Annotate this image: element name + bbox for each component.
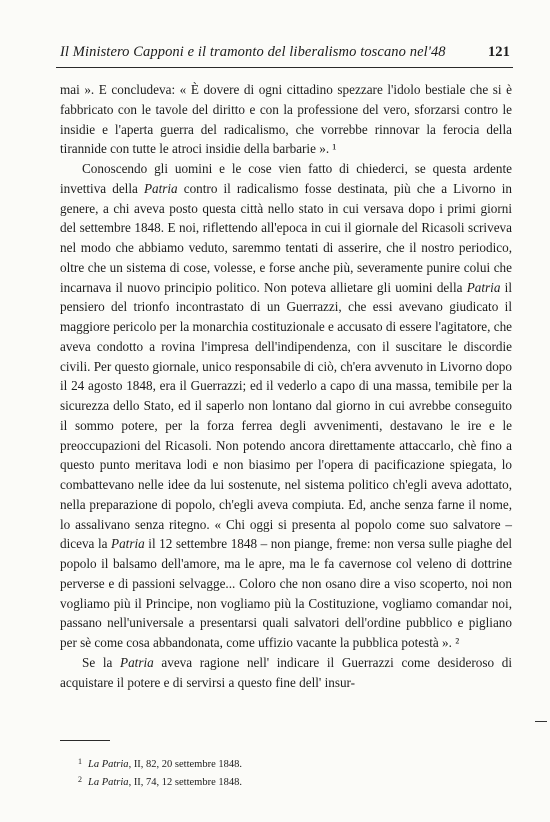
footnote-journal: La Patria (88, 759, 129, 770)
running-header (60, 44, 510, 64)
footnote-ref: , II, 74, 12 settembre 1848. (128, 777, 242, 788)
footnote-rule (60, 740, 110, 741)
footnote-ref: , II, 82, 20 settembre 1848. (128, 759, 242, 770)
page-number: 121 (487, 44, 510, 60)
footnote-journal: La Patria (88, 777, 129, 788)
main-text (60, 80, 512, 692)
paragraph-3: Se la Patria aveva ragione nell' indicare il Guerrazzi come desideroso di acquistare il potere e di servirsi a questo fine dell' insur- (60, 654, 512, 690)
header-rule (56, 67, 513, 68)
journal-name: Patria (120, 654, 154, 670)
running-title: Il Ministero Capponi e il tramonto del liberalismo toscano nel'48 (60, 44, 446, 60)
journal-name: Patria (466, 279, 501, 295)
footnote-mark: 2 (78, 775, 82, 784)
footnote-1 (78, 754, 498, 772)
journal-name: Patria (111, 536, 145, 552)
paragraph-1: mai ». E concludeva: « È dovere di ogni cittadino spezzare l'idolo bestiale che si è fabbricato con le tavole del diritto e con la professione del vero, sforzarsi contro le insidie e l'aperta guerra del radicalismo, che vorrebbe rinnovar la ferocia della tirannide con tutte le atroci insidie della barbarie ». ¹ (60, 82, 512, 157)
footnote-2 (78, 772, 498, 790)
footnotes (78, 754, 498, 790)
margin-mark (535, 721, 547, 722)
footnote-mark: 1 (78, 757, 82, 766)
paragraph-2: Conoscendo gli uomini e le cose vien fatto di chiederci, se questa ardente invettiva della Patria contro il radicalismo fosse destinata, più che a Livorno in genere, a chi aveva posto questa città nello stato in cui versava dopo i primi giorni del settembre 1848. E noi, riflettendo all'epoca in cui il giornale del Ricasoli scriveva nel modo che abbiamo veduto, saremmo tentati di asserire, che il nostro periodico, oltre che un sistema di cose, volesse, e forse anche più, severamente punire colui che incarnava il nuovo principio politico. Non poteva allietare gli uomini della Patria il pensiero del trionfo incontrastato di un Guerrazzi, che essi avevano giudicato il maggiore pericolo per la monarchia costituzionale e accusato di essere l'agitatore, che aveva condotto a rovina l'impresa dell'indipendenza, con il suscitare le discordie civili. Per questo giornale, unico responsabile di ciò, ch'era avvenuto in Livorno dopo il 24 agosto 1848, era il Guerrazzi; ed il vederlo a capo di una massa, temibile per la sicurezza dello Stato, ed il saperlo non lontano dal giorno in cui avrebbe conseguito il sommo potere, per la forza ferrea degli avvenimenti, destavano le ire e le preoccupazioni del Ricasoli. Non potendo ancora direttamente attaccarlo, chè fino a questo punto meritava lodi e non biasimo per l'opera di pacificazione spiegata, lo combattevano nelle idee da lui sostenute, nel sistema politico ch'egli aveva adottato, nella preparazione di popolo, ch'egli aveva compiuta. Ed, anche senza farne il nome, lo assalivano senza ritegno. « Chi oggi si presenta al popolo come suo salvatore – diceva la Patria il 12 settembre 1848 – non piange, freme: non versa sulle piaghe del popolo il balsamo dell'amore, ma le apre, ma le fa cavernose col veleno di dottrine perverse e di passioni selvagge... Coloro che non osano dire a viso scoperto, noi non vogliamo più il Principe, non vogliamo più la Costituzione, vogliamo comandar noi, passano nell'universale a presentarsi quali salvatori dell'ordine pubblico e pigliano per sè come cosa abbandonata, come uffizio vacante la pubblica potestà ». ² (60, 161, 513, 650)
journal-name: Patria (143, 180, 178, 196)
